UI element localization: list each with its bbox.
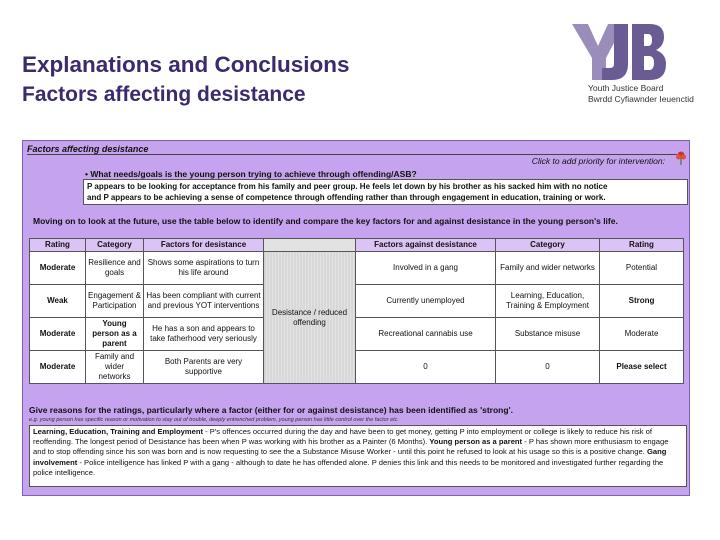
flower-icon[interactable] — [675, 151, 687, 165]
logo-text-english: Youth Justice Board — [588, 83, 664, 93]
category-against-select[interactable]: Family and wider networks — [496, 252, 600, 285]
rating-for-select[interactable]: Moderate — [30, 318, 86, 351]
col-factors-for: Factors for desistance — [144, 239, 264, 252]
slide-subtitle: Factors affecting desistance — [22, 83, 306, 106]
rating-for-select[interactable]: Moderate — [30, 252, 86, 285]
rating-for-select[interactable]: Weak — [30, 285, 86, 318]
priority-link[interactable]: Click to add priority for intervention: — [531, 156, 665, 166]
factor-for-field[interactable]: Has been compliant with current and previous YOT interventions — [144, 285, 264, 318]
category-for-select[interactable]: Engagement & Participation — [86, 285, 144, 318]
rating-against-select[interactable]: Strong — [600, 285, 684, 318]
answer-line: and P appears to be achieving a sense of competence through offending rather than through engagement in education, training or work. — [87, 193, 606, 202]
factor-against-field[interactable]: 0 — [356, 351, 496, 384]
needs-answer-field[interactable] — [83, 179, 688, 205]
table-row — [30, 252, 684, 285]
factor-for-field[interactable]: Shows some aspirations to turn his life around — [144, 252, 264, 285]
needs-question: • What needs/goals is the young person trying to achieve through offending/ASB? — [85, 169, 417, 179]
slide-title: Explanations and Conclusions — [22, 52, 350, 77]
category-against-select[interactable]: 0 — [496, 351, 600, 384]
col-rating-for: Rating — [30, 239, 86, 252]
table-row — [30, 351, 684, 384]
factor-for-field[interactable]: He has a son and appears to take fatherhood very seriously — [144, 318, 264, 351]
reason-text: - P's offences occurred during the day and have been to get money, getting P into employment or college is likely to reduce his risk of reoffending. The longest period of Desistance has been when P was working with his brother as a Painter (6 Months). — [33, 427, 652, 447]
table-header-row — [30, 239, 684, 252]
col-category-for: Category — [86, 239, 144, 252]
reason-text: - Police intelligence has linked P with a gang - although to date he has offended alone. P denies this link and this needs to be monitored and investigated further regarding the police intelligence. — [33, 457, 664, 477]
instructions-text: Moving on to look at the future, use the table below to identify and compare the key factors for and against desistance in the young person's life. — [33, 216, 618, 226]
category-for-select[interactable]: Family and wider networks — [86, 351, 144, 384]
rating-for-select[interactable]: Moderate — [30, 351, 86, 384]
col-rating-against: Rating — [600, 239, 684, 252]
col-category-against: Category — [496, 239, 600, 252]
table-row — [30, 285, 684, 318]
rating-against-select[interactable]: Please select — [600, 351, 684, 384]
reason-text: - P has shown more enthusiasm to engage and to stop offending since his son was born and is now requesting to see the a Substance Misuse Worker - until this point he refused to look at his usage so this is a positive change. — [33, 437, 669, 457]
factor-against-field[interactable]: Recreational cannabis use — [356, 318, 496, 351]
panel-title: Factors affecting desistance — [27, 144, 677, 155]
reason-heading: Young person as a parent — [429, 437, 523, 447]
category-for-select[interactable]: Resilience and goals — [86, 252, 144, 285]
reason-heading: Learning, Education, Training and Employment — [33, 427, 204, 436]
col-factors-against: Factors against desistance — [356, 239, 496, 252]
factor-against-field[interactable]: Involved in a gang — [356, 252, 496, 285]
desistance-table — [29, 238, 684, 384]
category-against-select[interactable]: Learning, Education, Training & Employment — [496, 285, 600, 318]
category-against-select[interactable]: Substance misuse — [496, 318, 600, 351]
reasons-text-field[interactable] — [29, 425, 687, 487]
rating-against-select[interactable]: Moderate — [600, 318, 684, 351]
answer-line: P appears to be looking for acceptance from his family and peer group. He feels let down by his brother as his sacked him with no notice — [87, 182, 608, 191]
reason-heading: Gang involvement — [33, 447, 667, 467]
logo-text-welsh: Bwrdd Cyfiawnder Ieuenctid — [588, 94, 694, 104]
desistance-panel — [22, 140, 690, 496]
reasons-label: Give reasons for the ratings, particularly where a factor (either for or against desistance) has been identified as 'strong'. — [29, 405, 513, 415]
desistance-center-cell: Desistance / reduced offending — [264, 252, 356, 384]
factor-for-field[interactable]: Both Parents are very supportive — [144, 351, 264, 384]
table-row — [30, 318, 684, 351]
category-for-select[interactable]: Young person as a parent — [86, 318, 144, 351]
col-center — [264, 239, 356, 252]
factor-against-field[interactable]: Currently unemployed — [356, 285, 496, 318]
rating-against-select[interactable]: Potential — [600, 252, 684, 285]
reasons-example: e.g. young person has specific reason or motivation to stay out of trouble, deeply entrenched problem, young person has little control over the factor etc. — [29, 417, 399, 423]
